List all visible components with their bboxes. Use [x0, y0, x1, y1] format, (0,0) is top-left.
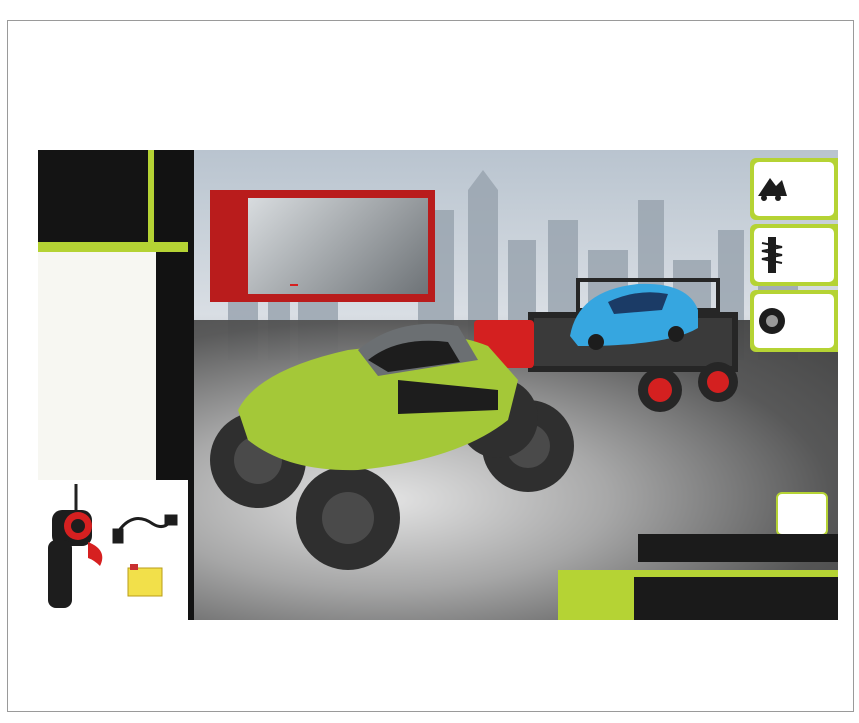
colour-options — [776, 492, 828, 536]
badge-shock-absorber — [750, 224, 838, 286]
accessories-area — [38, 480, 188, 620]
badge-vacuum-tire — [750, 290, 838, 352]
usb-cable-icon — [114, 516, 176, 542]
colour-swatch-green — [786, 513, 800, 527]
badge-label — [788, 292, 835, 304]
badge-label — [788, 226, 835, 238]
controller-icon — [48, 510, 102, 608]
accessories-image — [38, 480, 188, 620]
tire-icon — [757, 306, 787, 336]
blue-car-icon — [570, 284, 698, 350]
features-panel — [634, 577, 838, 620]
accent-strip — [38, 242, 188, 252]
shock-absorber-icon — [758, 235, 786, 275]
badge-conquer-road — [750, 158, 838, 220]
product-banner — [38, 150, 838, 620]
colour-swatch-red — [804, 513, 818, 527]
truck-illustration — [198, 250, 758, 580]
remote-control-bar — [638, 534, 838, 562]
battery-icon — [128, 564, 162, 596]
mountain-truck-icon — [756, 172, 788, 202]
badge-label — [788, 160, 835, 172]
